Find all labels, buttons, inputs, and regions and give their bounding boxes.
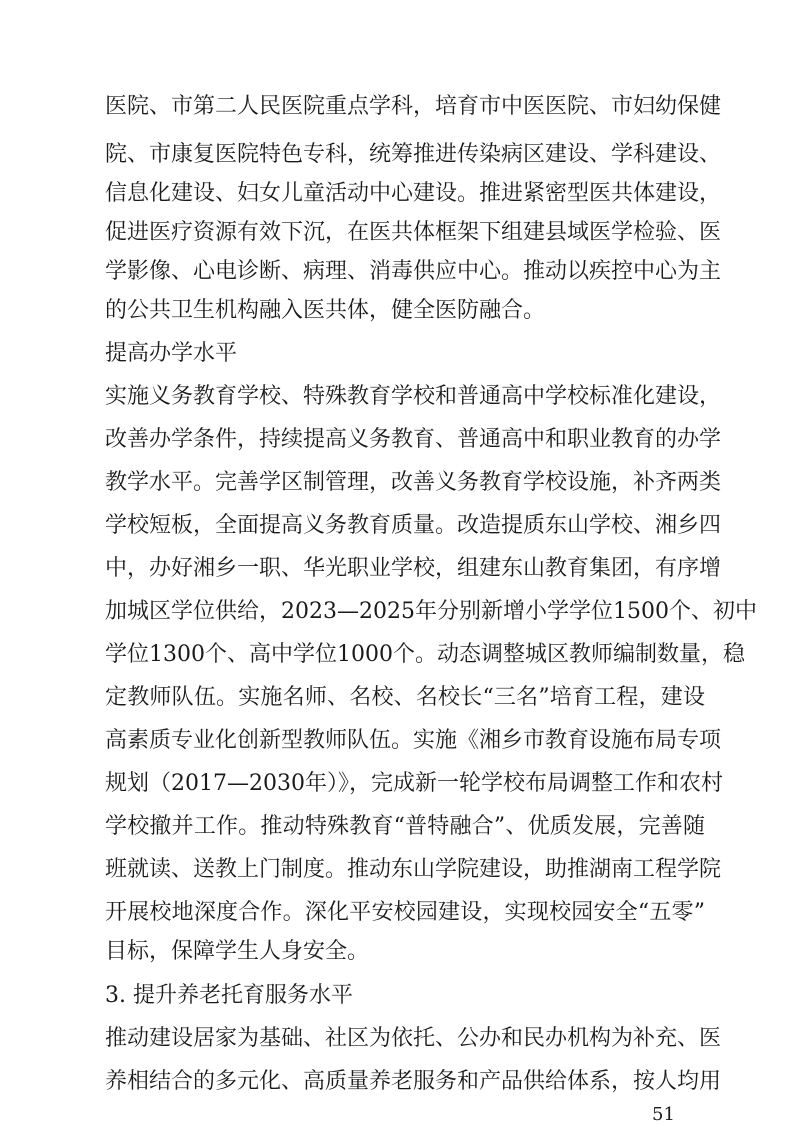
paragraph-line: 教学水平。完善学区制管理，改善义务教育学校设施，补齐两类: [105, 470, 722, 495]
paragraph-line: 开展校地深度合作。深化平安校园建设，实现校园安全“五零”: [105, 900, 705, 925]
paragraph-line: 院、市康复医院特色专科，统筹推进传染病区建设、学科建设、: [105, 142, 722, 167]
paragraph-line: 规划（2017—2030年）》，完成新一轮学校布局调整工作和农村: [105, 771, 723, 796]
paragraph-line: 加城区学位供给，2023—2025年分别新增小学学位1500个、初中: [105, 599, 757, 624]
paragraph-line: 信息化建设、妇女儿童活动中心建设。推进紧密型医共体建设，: [105, 181, 722, 206]
paragraph-line: 定教师队伍。实施名师、名校、名校长“三名”培育工程，建设: [105, 685, 705, 710]
page-number: 51: [652, 1104, 675, 1125]
paragraph-line: 实施义务教育学校、特殊教育学校和普通高中学校标准化建设，: [105, 384, 722, 409]
paragraph-line: 高素质专业化创新型教师队伍。实施《湘乡市教育设施布局专项: [105, 728, 722, 753]
paragraph-line: 学校短板，全面提高义务教育质量。改造提质东山学校、湘乡四: [105, 513, 722, 538]
paragraph-line: 改善办学条件，持续提高义务教育、普通高中和职业教育的办学: [105, 427, 722, 452]
section-heading: 3. 提升养老托育服务水平: [105, 983, 353, 1008]
paragraph-line: 养相结合的多元化、高质量养老服务和产品供给体系，按人均用: [105, 1069, 722, 1094]
paragraph-line: 学校撤并工作。推动特殊教育“普特融合”、优质发展，完善随: [105, 814, 705, 839]
section-heading: 提高办学水平: [105, 341, 238, 366]
paragraph-line: 学影像、心电诊断、病理、消毒供应中心。推动以疾控中心为主: [105, 259, 722, 284]
paragraph-line: 学位1300个、高中学位1000个。动态调整城区教师编制数量，稳: [105, 642, 745, 667]
paragraph-line: 促进医疗资源有效下沉，在医共体框架下组建县域医学检验、医: [105, 220, 722, 245]
paragraph-line: 中，办好湘乡一职、华光职业学校，组建东山教育集团，有序增: [105, 556, 722, 581]
paragraph-line: 班就读、送教上门制度。推动东山学院建设，助推湖南工程学院: [105, 857, 722, 882]
paragraph-line: 推动建设居家为基础、社区为依托、公办和民办机构为补充、医: [105, 1026, 722, 1051]
paragraph-line: 的公共卫生机构融入医共体，健全医防融合。: [105, 298, 546, 323]
paragraph-line: 医院、市第二人民医院重点学科，培育市中医医院、市妇幼保健: [105, 94, 722, 119]
paragraph-line: 目标，保障学生人身安全。: [105, 939, 370, 964]
